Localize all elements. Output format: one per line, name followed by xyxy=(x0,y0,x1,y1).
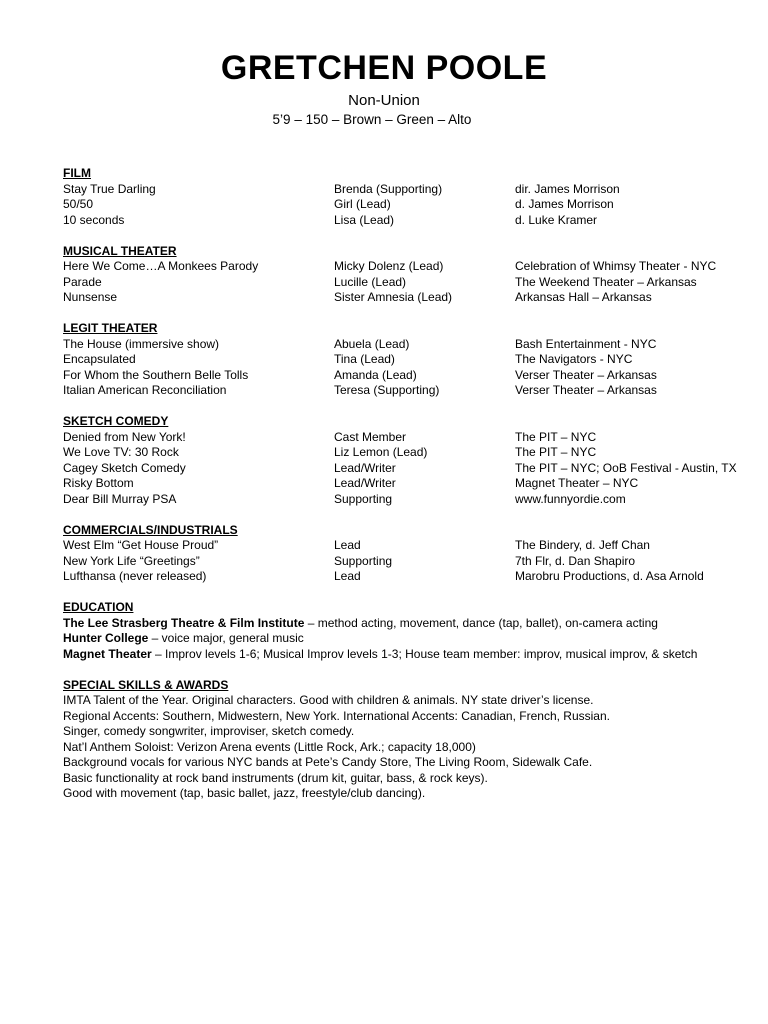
credit-venue: Bash Entertainment - NYC xyxy=(515,336,657,351)
resume-header xyxy=(0,48,768,128)
skill-line: Basic functionality at rock band instruments (drum kit, guitar, bass, & rock keys). xyxy=(63,770,488,785)
credit-title: 10 seconds xyxy=(63,212,125,227)
credit-row xyxy=(63,538,753,554)
credit-row xyxy=(63,383,753,399)
resume-body xyxy=(63,166,753,817)
credit-role: Brenda (Supporting) xyxy=(334,181,443,196)
section-heading: FILM xyxy=(63,166,91,180)
credit-role: Cast Member xyxy=(334,429,407,444)
credit-title: Encapsulated xyxy=(63,352,136,366)
credit-title: Italian American Reconciliation xyxy=(63,383,227,397)
credit-role: Lucille (Lead) xyxy=(334,274,407,289)
credit-title: Parade xyxy=(63,274,102,289)
credit-row xyxy=(63,290,753,306)
credit-row xyxy=(63,197,753,213)
skill-line: Nat’l Anthem Soloist: Verizon Arena events (Little Rock, Ark.; capacity 18,000) xyxy=(63,739,476,754)
credit-title: Risky Bottom xyxy=(63,476,134,490)
sketch-comedy-section xyxy=(63,414,753,507)
credit-title: Denied from New York! xyxy=(63,429,186,444)
school-name: Hunter College xyxy=(63,631,149,645)
school-name: Magnet Theater xyxy=(63,646,152,661)
credit-venue: The PIT – NYC; OoB Festival - Austin, TX xyxy=(515,460,737,475)
physical-stats: 5’9 – 150 – Brown – Green – Alto xyxy=(272,112,472,127)
credit-role: Micky Dolenz (Lead) xyxy=(334,259,444,273)
credit-title: West Elm “Get House Proud” xyxy=(63,538,219,552)
credit-role: Sister Amnesia (Lead) xyxy=(334,290,453,304)
credit-title: Lufthansa (never released) xyxy=(63,569,207,583)
credit-row xyxy=(63,569,753,585)
credit-title: We Love TV: 30 Rock xyxy=(63,445,179,459)
union-status: Non-Union xyxy=(348,92,420,109)
credit-venue: d. James Morrison xyxy=(515,197,614,211)
skills-section xyxy=(63,678,753,802)
skill-line: Singer, comedy songwriter, improviser, sketch comedy. xyxy=(63,724,355,738)
credit-venue: The Weekend Theater – Arkansas xyxy=(515,274,697,289)
section-heading: SPECIAL SKILLS & AWARDS xyxy=(63,677,229,692)
credit-role: Lead xyxy=(334,569,361,583)
credit-venue: The PIT – NYC xyxy=(515,445,597,459)
credit-row xyxy=(63,461,753,477)
education-item xyxy=(63,631,753,647)
section-heading: SKETCH COMEDY xyxy=(63,414,169,428)
actor-name: GRETCHEN POOLE xyxy=(220,49,548,87)
credit-row xyxy=(63,554,753,570)
skill-line: Good with movement (tap, basic ballet, jazz, freestyle/club dancing). xyxy=(63,786,426,800)
section-heading: COMMERCIALS/INDUSTRIALS xyxy=(63,522,238,537)
credit-venue: 7th Flr, d. Dan Shapiro xyxy=(515,553,636,568)
skill-line: IMTA Talent of the Year. Original characters. Good with children & animals. NY state driver’s license. xyxy=(63,693,594,707)
credit-title: The House (immersive show) xyxy=(63,336,220,351)
credit-row xyxy=(63,275,753,291)
credit-title: For Whom the Southern Belle Tolls xyxy=(63,367,249,382)
section-heading: MUSICAL THEATER xyxy=(63,243,177,258)
credit-role: Lisa (Lead) xyxy=(334,212,395,227)
credit-venue: The Bindery, d. Jeff Chan xyxy=(515,538,650,552)
credit-venue: Magnet Theater – NYC xyxy=(515,476,639,490)
film-section xyxy=(63,166,753,228)
credit-role: Teresa (Supporting) xyxy=(334,383,440,397)
credit-title: 50/50 xyxy=(63,197,94,211)
credit-role: Lead/Writer xyxy=(334,460,396,475)
credit-venue: Arkansas Hall – Arkansas xyxy=(515,290,652,304)
credit-row xyxy=(63,337,753,353)
musical-theater-section xyxy=(63,244,753,306)
education-section xyxy=(63,600,753,662)
credit-row xyxy=(63,476,753,492)
credit-venue: The PIT – NYC xyxy=(515,429,597,444)
skill-line: Background vocals for various NYC bands at Pete’s Candy Store, The Living Room, Sidewalk Cafe. xyxy=(63,755,593,769)
commercials-section xyxy=(63,523,753,585)
credit-role: Supporting xyxy=(334,491,393,506)
credit-row xyxy=(63,368,753,384)
credit-venue: Marobru Productions, d. Asa Arnold xyxy=(515,569,704,583)
credit-title: Dear Bill Murray PSA xyxy=(63,491,177,506)
school-detail: – Improv levels 1-6; Musical Improv levels 1-3; House team member: improv, musical improv, & sketch xyxy=(151,646,698,661)
credit-venue: Verser Theater – Arkansas xyxy=(515,367,657,382)
credit-role: Girl (Lead) xyxy=(334,197,391,211)
credit-venue: Verser Theater – Arkansas xyxy=(515,383,657,397)
credit-venue: The Navigators - NYC xyxy=(515,352,633,366)
school-name: The Lee Strasberg Theatre & Film Institute xyxy=(63,615,305,630)
credit-role: Lead/Writer xyxy=(334,476,396,490)
credit-row xyxy=(63,213,753,229)
credit-role: Supporting xyxy=(334,553,393,568)
credit-role: Amanda (Lead) xyxy=(334,367,417,382)
skill-line: Regional Accents: Southern, Midwestern, New York. International Accents: Canadian, French, Russian. xyxy=(63,708,610,723)
credit-role: Tina (Lead) xyxy=(334,352,395,366)
credit-role: Abuela (Lead) xyxy=(334,336,410,351)
education-item xyxy=(63,647,753,663)
school-detail: – method acting, movement, dance (tap, ballet), on-camera acting xyxy=(304,615,658,630)
credit-title: Stay True Darling xyxy=(63,181,156,196)
credit-row xyxy=(63,445,753,461)
credit-row xyxy=(63,430,753,446)
credit-row xyxy=(63,352,753,368)
credit-role: Lead xyxy=(334,538,361,552)
education-item xyxy=(63,616,753,632)
school-detail: – voice major, general music xyxy=(148,631,304,645)
credit-venue: Celebration of Whimsy Theater - NYC xyxy=(515,259,717,273)
credit-row xyxy=(63,182,753,198)
section-heading: EDUCATION xyxy=(63,600,134,614)
credit-title: Nunsense xyxy=(63,290,118,304)
credit-venue: d. Luke Kramer xyxy=(515,212,598,227)
credit-venue: dir. James Morrison xyxy=(515,181,620,196)
credit-title: Cagey Sketch Comedy xyxy=(63,460,186,475)
legit-theater-section xyxy=(63,321,753,399)
credit-row xyxy=(63,492,753,508)
credit-row xyxy=(63,259,753,275)
credit-title: New York Life “Greetings” xyxy=(63,553,200,568)
credit-title: Here We Come…A Monkees Parody xyxy=(63,259,259,273)
credit-venue: www.funnyordie.com xyxy=(515,491,626,506)
section-heading: LEGIT THEATER xyxy=(63,321,158,335)
credit-role: Liz Lemon (Lead) xyxy=(334,445,428,459)
